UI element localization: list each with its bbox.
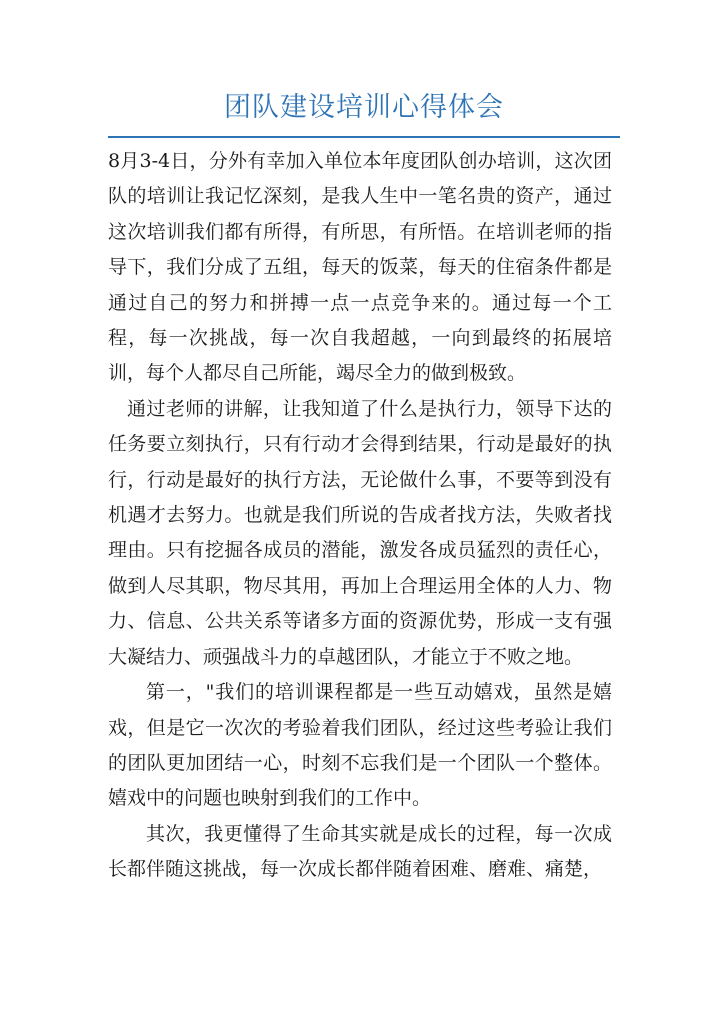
document-title: 团队建设培训心得体会 [224, 92, 504, 123]
document-body [108, 144, 612, 888]
paragraph-1: 8月3-4日，分外有幸加入单位本年度团队创办培训，这次团队的培训让我记忆深刻，是我人生中一笔名贵的资产，通过这次培训我们都有所得，有所思，有所悟。在培训老师的指导下，我们分成了五组，每天的饭菜，每天的住宿条件都是通过自己的努力和拼搏一点一点竞争来的。通过每一个工程，每一次挑战，每一次自我超越，一向到最终的拓展培训，每个人都尽自己所能，竭尽全力的做到极致。 [108, 150, 612, 385]
paragraph-2: 通过老师的讲解，让我知道了什么是执行力，领导下达的任务要立刻执行，只有行动才会得到结果，行动是最好的执行，行动是最好的执行方法，无论做什么事，不要等到没有机遇才去努力。也就是我们所说的告成者找方法，失败者找理由。只有挖掘各成员的潜能，激发各成员猛烈的责任心，做到人尽其职，物尽其用，再加上合理运用全体的人力、物力、信息、公共关系等诸多方面的资源优势，形成一支有强大凝结力、顽强战斗力的卓越团队，才能立于不败之地。 [108, 397, 612, 668]
title-underline [108, 136, 620, 138]
paragraph-3: 第一，"我们的培训课程都是一些互动嬉戏，虽然是嬉戏，但是它一次次的考验着我们团队，经过这些考验让我们的团队更加团结一心，时刻不忘我们是一个团队一个整体。嬉戏中的问题也映射到我们的工作中。 [108, 681, 612, 810]
paragraph-4: 其次，我更懂得了生命其实就是成长的过程，每一次成长都伴随这挑战，每一次成长都伴随着困难、磨难、痛楚， [108, 822, 612, 881]
